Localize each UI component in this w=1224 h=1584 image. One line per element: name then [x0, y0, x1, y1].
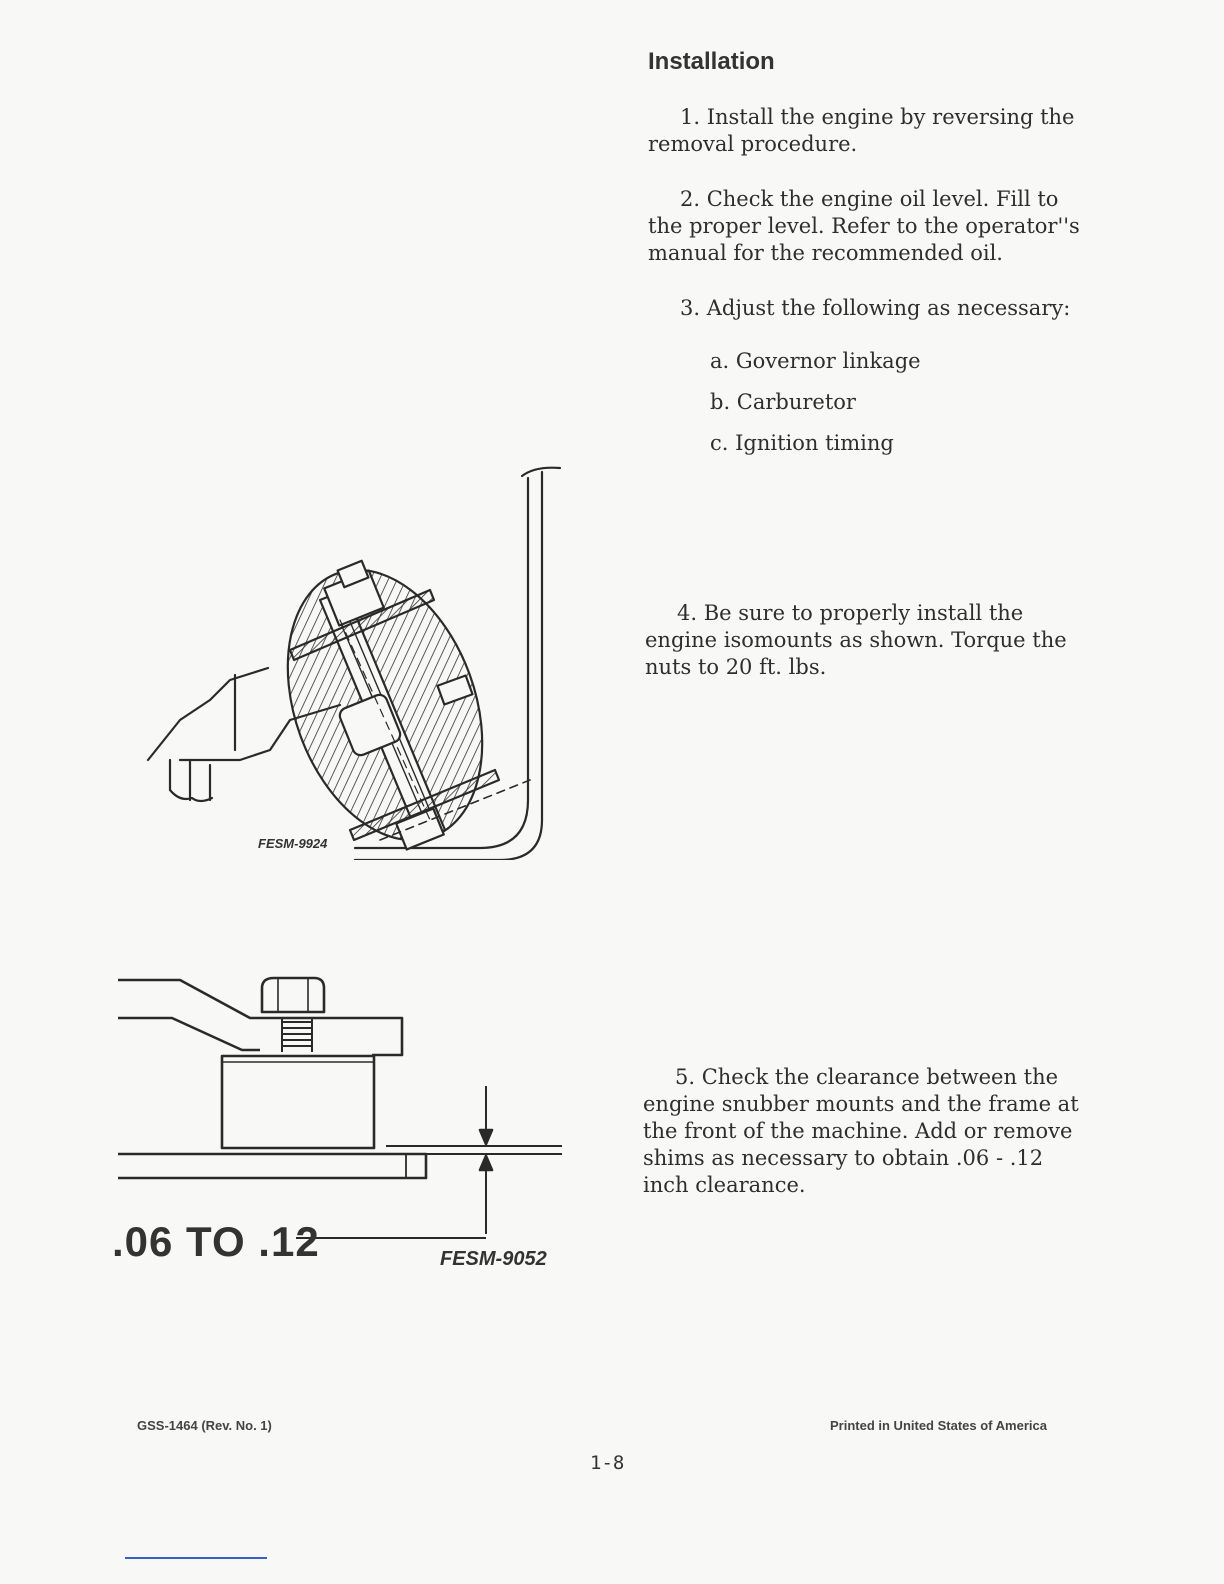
step-1: 1. Install the engine by reversing the removal procedure. [648, 105, 1075, 156]
page-divider [125, 1557, 267, 1559]
step-3: 3. Adjust the following as necessary: [680, 296, 1071, 320]
snubber-clearance-diagram [110, 970, 580, 1240]
clearance-dimension-label: .06 TO .12 [112, 1218, 320, 1265]
step-3b: b. Carburetor [710, 390, 856, 414]
step-3a: a. Governor linkage [710, 349, 921, 373]
step-4: 4. Be sure to properly install the engine isomounts as shown. Torque the nuts to 20 ft. lbs. [645, 601, 1067, 679]
print-notice: Printed in United States of America [830, 1418, 1047, 1433]
isomount-diagram [140, 460, 580, 860]
step-5: 5. Check the clearance between the engine snubber mounts and the frame at the front of the machine. Add or remove shims as necessary to obtain .06 - .12 inch clearance. [643, 1065, 1079, 1197]
page-heading: Installation [648, 48, 775, 75]
step-2: 2. Check the engine oil level. Fill to the proper level. Refer to the operator''s manual for the recommended oil. [648, 187, 1080, 265]
figure-2-label: FESM-9052 [440, 1248, 547, 1270]
document-number: GSS-1464 (Rev. No. 1) [137, 1418, 272, 1433]
figure-1-label: FESM-9924 [258, 836, 328, 851]
page-number: 1-8 [590, 1452, 625, 1474]
step-3c: c. Ignition timing [710, 431, 894, 455]
